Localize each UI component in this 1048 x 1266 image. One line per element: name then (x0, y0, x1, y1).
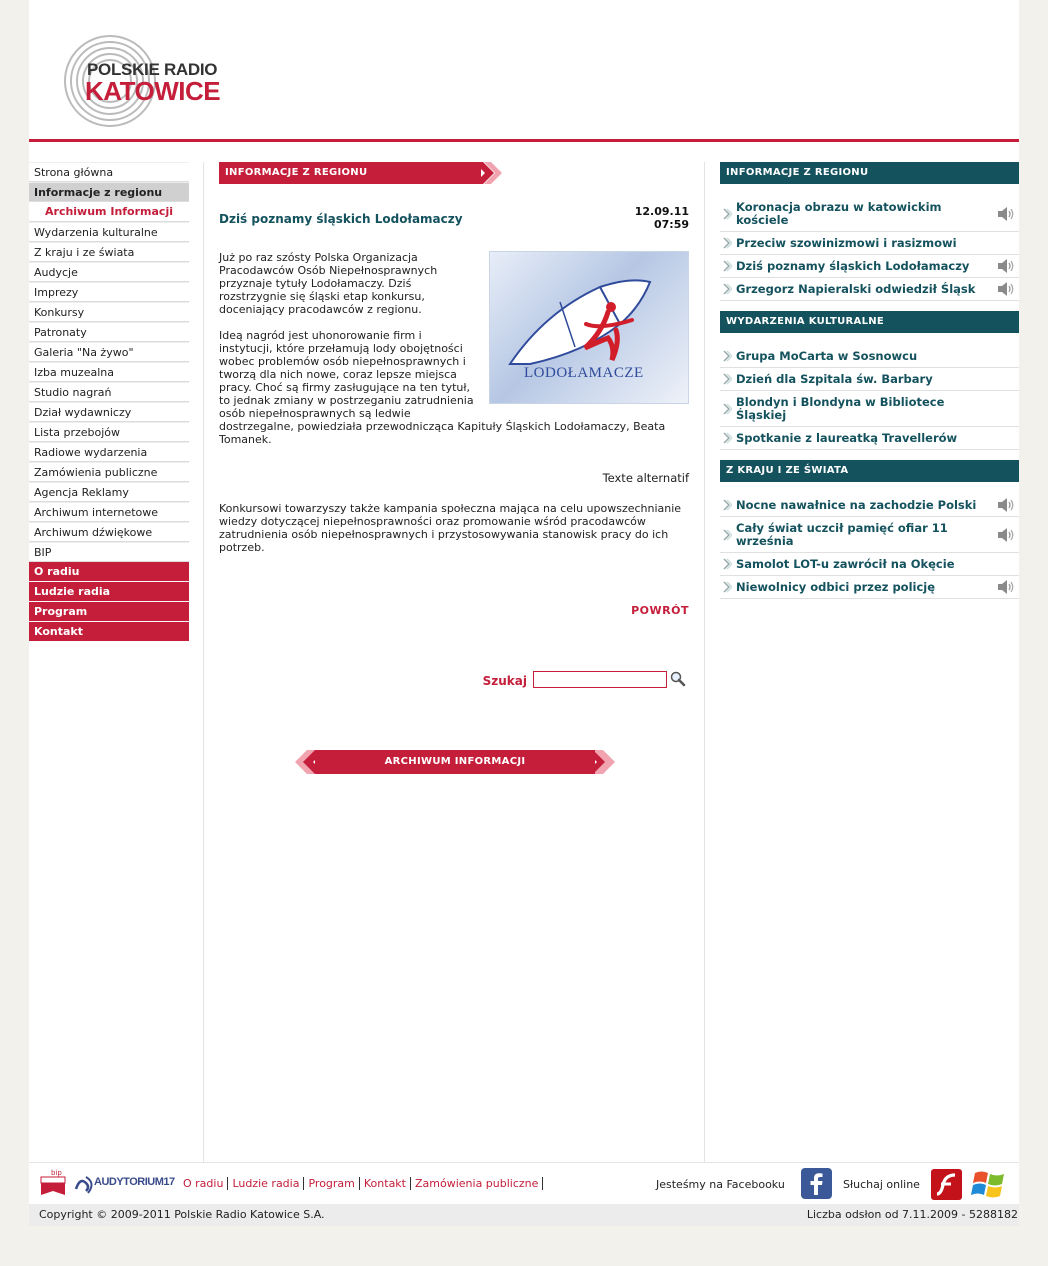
left-menu-item[interactable]: Archiwum Informacji (29, 202, 189, 222)
logo[interactable] (63, 34, 243, 129)
left-menu-item[interactable]: Izba muzealna (29, 362, 189, 382)
chevron-right-icon (722, 403, 732, 415)
chevron-right-icon (722, 208, 732, 220)
footer-links (179, 1177, 543, 1190)
article-datetime (635, 205, 689, 231)
footer-link[interactable]: Zamówienia publiczne (411, 1177, 543, 1190)
news-item[interactable] (720, 517, 1019, 553)
chevron-right-icon (722, 558, 732, 570)
left-menu-item[interactable]: Strona główna (29, 162, 189, 182)
article-paragraph: Już po raz szósty Polska Organizacja Pracodawców Osób Niepełnosprawnych przyznaje tytuły Lodołamaczy. Dziś rozstrzygnie się śląski etap konkursu, doceniający pracodawców z regionu. (219, 251, 438, 316)
search-form (459, 670, 689, 690)
back-link[interactable]: POWRÓT (631, 604, 689, 617)
left-separator (203, 162, 204, 1162)
news-list (720, 494, 1019, 599)
left-menu-item[interactable]: O radiu (29, 562, 189, 582)
left-menu-item[interactable]: Kontakt (29, 622, 189, 642)
speaker-icon[interactable] (996, 579, 1016, 595)
left-menu-item[interactable]: Informacje z regionu (29, 182, 189, 202)
copyright-bar (29, 1204, 1019, 1226)
news-item-title: Samolot LOT-u zawrócił na Okęcie (736, 557, 955, 571)
main-content (219, 162, 689, 767)
facebook-icon[interactable] (801, 1168, 832, 1199)
article-body (219, 251, 689, 459)
chevron-right-icon (722, 373, 732, 385)
left-menu-item[interactable]: Patronaty (29, 322, 189, 342)
visit-counter: Liczba odsłon od 7.11.2009 - 5288182 (806, 1208, 1018, 1221)
chevron-right-icon (722, 283, 732, 295)
image-spacer (475, 251, 689, 411)
news-item-title: Dzień dla Szpitala św. Barbary (736, 372, 933, 386)
news-item-title: Nocne nawałnice na zachodzie Polski (736, 498, 977, 512)
left-menu-item[interactable]: Wydarzenia kulturalne (29, 222, 189, 242)
section-header (219, 162, 509, 184)
speaker-icon[interactable] (996, 527, 1016, 543)
windows-media-icon[interactable] (971, 1167, 1007, 1201)
news-item[interactable] (720, 232, 1019, 255)
news-item[interactable] (720, 553, 1019, 576)
search-input[interactable] (533, 671, 667, 688)
audytorium-label: AUDYTORIUM17 (94, 1176, 175, 1188)
header-chevrons-icon (474, 162, 508, 184)
news-item[interactable] (720, 196, 1019, 232)
news-list (720, 345, 1019, 450)
right-section-header: WYDARZENIA KULTURALNE (720, 311, 1019, 333)
footer-link[interactable]: Ludzie radia (228, 1177, 304, 1190)
speaker-icon[interactable] (996, 206, 1016, 222)
right-section-header: Z KRAJU I ZE ŚWIATA (720, 460, 1019, 482)
left-menu-item[interactable]: Dział wydawniczy (29, 402, 189, 422)
archive-button-label: ARCHIWUM INFORMACJI (315, 750, 595, 774)
news-item-title: Przeciw szowinizmowi i rasizmowi (736, 236, 957, 250)
left-menu-item[interactable]: Agencja Reklamy (29, 482, 189, 502)
article-time: 07:59 (653, 218, 689, 231)
bip-icon[interactable] (39, 1169, 67, 1199)
left-menu (29, 162, 189, 642)
right-section-header: INFORMACJE Z REGIONU (720, 162, 1019, 184)
news-list (720, 196, 1019, 301)
bip-label: bip (51, 1169, 62, 1177)
chevron-right-icon (722, 237, 732, 249)
search-icon[interactable] (669, 670, 687, 688)
news-item-title: Cały świat uczcił pamięć ofiar 11 września (736, 521, 948, 548)
logo-line1: POLSKIE RADIO (87, 60, 218, 79)
article-title: Dziś poznamy śląskich Lodołamaczy (219, 212, 463, 226)
footer-link[interactable]: Kontakt (360, 1177, 411, 1190)
archive-button[interactable] (293, 750, 617, 774)
flash-player-icon[interactable] (931, 1169, 962, 1200)
facebook-label: Jesteśmy na Facebooku (656, 1178, 785, 1191)
footer-link[interactable]: O radiu (179, 1177, 228, 1190)
left-menu-item[interactable]: Ludzie radia (29, 582, 189, 602)
news-item-title: Niewolnicy odbici przez policję (736, 580, 936, 594)
news-item-title: Grzegorz Napieralski odwiedził Śląsk (736, 282, 976, 296)
left-menu-item[interactable]: Zamówienia publiczne (29, 462, 189, 482)
chevron-right-icon (722, 581, 732, 593)
copyright-text: Copyright © 2009-2011 Polskie Radio Katowice S.A. (39, 1208, 325, 1221)
left-menu-item[interactable]: Lista przebojów (29, 422, 189, 442)
news-item[interactable] (720, 255, 1019, 278)
left-menu-item[interactable]: Konkursy (29, 302, 189, 322)
news-item[interactable] (720, 494, 1019, 517)
chevron-right-icon (722, 260, 732, 272)
logo-line2: KATOWICE (85, 76, 221, 106)
left-menu-item[interactable]: Audycje (29, 262, 189, 282)
news-item-title: Dziś poznamy śląskich Lodołamaczy (736, 259, 970, 273)
article-paragraph: Konkursowi towarzyszy także kampania społeczna mająca na celu upowszechnianie wiedzy dotyczącej niepełnosprawności oraz promowanie wśród pracodawców zatrudnienia osób niepełnosprawnych i przystosowywania stanowisk pracy do ich potrzeb. (219, 502, 682, 554)
speaker-icon[interactable] (996, 497, 1016, 513)
chevron-right-icon (722, 499, 732, 511)
left-menu-item[interactable]: Galeria "Na żywo" (29, 342, 189, 362)
article-paragraph: Ideą nagród jest uhonorowanie firm i instytucji, które przełamują lody obojętności wobec problemów osób niepełnosprawnych i tworzą dla nich nowe, coraz lepsze miejsca pracy. Choć są firmy zasługujące na ten tytuł, to jednak zmiany w postrzeganiu zatrudnienia osób niepełnosprawnych są ledwie dostrzegalne, powiedziała przewodnicząca Kapituły Śląskich Lodołamaczy, Beata Tomanek. (219, 329, 666, 446)
news-item-title: Blondyn i Blondyna w Bibliotece Śląskiej (736, 395, 945, 422)
chevron-right-icon (722, 529, 732, 541)
news-item[interactable] (720, 368, 1019, 391)
speaker-icon[interactable] (996, 258, 1016, 274)
news-item[interactable] (720, 391, 1019, 427)
left-menu-item[interactable]: Archiwum internetowe (29, 502, 189, 522)
news-item[interactable] (720, 576, 1019, 599)
image-alt-text: Texte alternatif (602, 471, 689, 485)
section-header-label: INFORMACJE Z REGIONU (219, 162, 481, 184)
left-menu-item[interactable]: Z kraju i ze świata (29, 242, 189, 262)
right-separator (704, 162, 705, 1162)
speaker-icon[interactable] (996, 281, 1016, 297)
news-item[interactable] (720, 427, 1019, 450)
image-caption: LODOŁAMACZE (524, 365, 644, 381)
footer-link[interactable]: Program (304, 1177, 359, 1190)
chevron-right-icon (722, 432, 732, 444)
footer (29, 1162, 1019, 1204)
left-menu-item[interactable]: Archiwum dźwiękowe (29, 522, 189, 542)
news-item-title: Koronacja obrazu w katowickim kościele (736, 200, 942, 227)
left-menu-item[interactable]: BIP (29, 542, 189, 562)
listen-online-label: Słuchaj online (843, 1178, 920, 1191)
page (29, 0, 1019, 1226)
audytorium-logo[interactable] (74, 1173, 176, 1195)
left-menu-item[interactable]: Program (29, 602, 189, 622)
article-date: 12.09.11 (634, 205, 689, 218)
left-menu-item[interactable]: Imprezy (29, 282, 189, 302)
news-item-title: Grupa MoCarta w Sosnowcu (736, 349, 918, 363)
left-menu-item[interactable]: Radiowe wydarzenia (29, 442, 189, 462)
search-label: Szukaj (482, 674, 527, 688)
right-column (720, 162, 1019, 609)
header (29, 0, 1019, 142)
chevron-right-icon (722, 350, 732, 362)
news-item[interactable] (720, 345, 1019, 368)
news-item-title: Spotkanie z laureatką Travellerów (736, 431, 958, 445)
news-item[interactable] (720, 278, 1019, 301)
left-menu-item[interactable]: Studio nagrań (29, 382, 189, 402)
